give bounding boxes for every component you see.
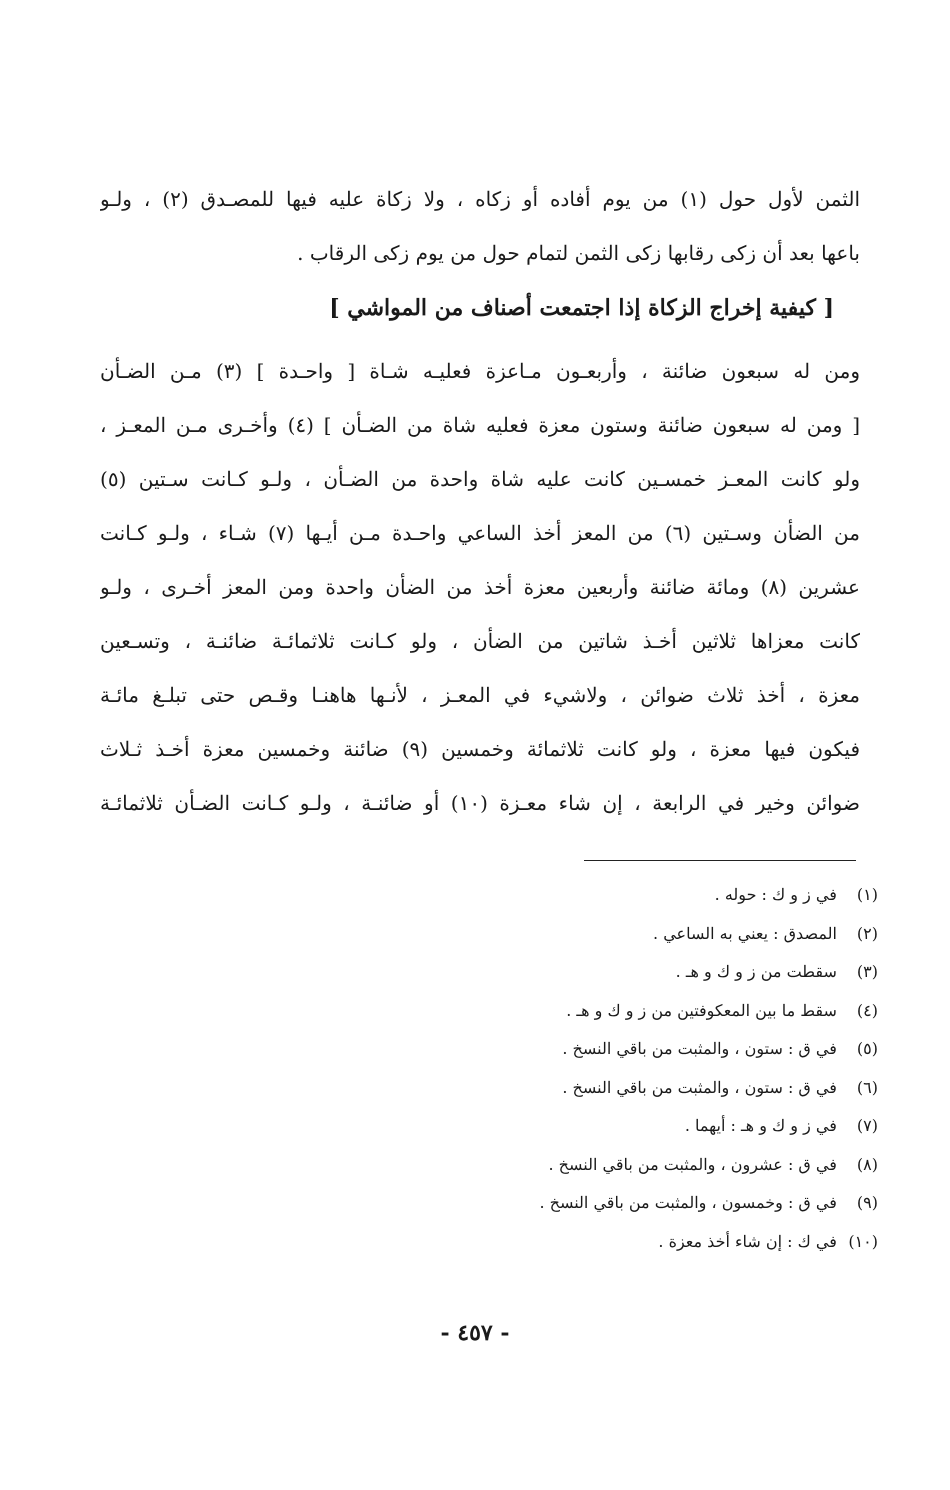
section-heading: [ كيفية إخراج الزكاة إذا اجتمعت أصناف من المواشي ] bbox=[329, 295, 834, 321]
footnote-number: (٨) bbox=[856, 1154, 878, 1174]
footnote-divider bbox=[584, 860, 856, 861]
body-line: عشرين (٨) ومائة ضائنة وأربعين معزة أخذ من الضأن واحدة ومن المعز أخـرى ، ولـو bbox=[100, 575, 860, 599]
body-line: فيكون فيها معزة ، ولو كانت ثلاثمائة وخمسين (٩) ضائنة وخمسين معزة أخـذ ثـلاث bbox=[100, 737, 860, 761]
footnote-text: سقطت من ز و ك و هـ . bbox=[675, 962, 837, 981]
body-line: من الضأن وسـتين (٦) من المعز أخذ الساعي واحـدة مـن أيـها (٧) شـاء ، ولـو كـانت bbox=[100, 521, 860, 545]
main-text-block bbox=[100, 172, 860, 830]
footnote-number: (٧) bbox=[856, 1116, 878, 1135]
body-line: كانت معزاها ثلاثين أخـذ شاتين من الضأن ، ولو كـانت ثلاثمائـة ضائنـة ، وتسـعين bbox=[100, 629, 860, 653]
footnote-number: (٣) bbox=[856, 962, 878, 981]
footnote bbox=[318, 1030, 878, 1069]
footnote-number: (١) bbox=[856, 885, 878, 904]
footnote bbox=[318, 915, 878, 954]
body-line: [ ومن له سبعون ضائنة وستون معزة فعليه شاة من الضـأن ] (٤) وأخـرى مـن المعـز ، bbox=[100, 413, 860, 437]
body-line: ولو كانت المعـز خمسـين كانت عليه شاة واحدة من الضـأن ، ولـو كـانت سـتين (٥) bbox=[100, 467, 860, 491]
footnote-number: (٦) bbox=[856, 1077, 878, 1097]
body-line: باعها بعد أن زكى رقابها زكى الثمن لتمام حول من يوم زكى الرقاب . bbox=[297, 241, 860, 265]
footnote-text: المصدق : يعني به الساعي . bbox=[653, 923, 837, 943]
footnote bbox=[318, 876, 878, 915]
footnote-text: في ق : ستون ، والمثبت من باقي النسخ . bbox=[562, 1039, 837, 1058]
footnote-number: (٥) bbox=[856, 1039, 878, 1058]
footnote-text: في ز و ك : حوله . bbox=[714, 885, 837, 904]
footnote-text: في ك : إن شاء أخذ معزة . bbox=[658, 1231, 837, 1251]
body-line: ومن له سبعون ضائنة ، وأربعـون مـاعزة فعليـه شـاة [ واحـدة ] (٣) مـن الضـأن bbox=[100, 359, 860, 383]
footnote-text: في ق : وخمسون ، والمثبت من باقي النسخ . bbox=[539, 1193, 837, 1212]
footnote-text: في ز و ك و هـ : أيهما . bbox=[684, 1116, 837, 1135]
footnote bbox=[318, 992, 878, 1031]
footnote bbox=[318, 1184, 878, 1223]
body-line: الثمن لأول حول (١) من يوم أفاده أو زكاه ، ولا زكاة عليه فيها للمصـدق (٢) ، ولـو bbox=[100, 187, 860, 211]
footnote bbox=[318, 1146, 878, 1185]
footnote-text: في ق : عشرون ، والمثبت من باقي النسخ . bbox=[548, 1154, 837, 1174]
footnote bbox=[318, 1069, 878, 1108]
body-line: معزة ، أخذ ثلاث ضوائن ، ولاشيء في المعـز ، لأنـها هاهنـا وقـص حتى تبلـغ مائـة bbox=[100, 683, 860, 707]
footnote bbox=[318, 953, 878, 992]
footnotes-list bbox=[318, 876, 878, 1261]
footnote-text: سقط ما بين المعكوفتين من ز و ك و هـ . bbox=[566, 1000, 837, 1020]
footnote-number: (١٠) bbox=[848, 1231, 878, 1251]
body-line: ضوائن وخير في الرابعة ، إن شاء معـزة (١٠) أو ضائنـة ، ولـو كـانت الضـأن ثلاثمائـة bbox=[100, 791, 860, 815]
footnote-number: (٢) bbox=[856, 923, 878, 943]
footnote-number: (٤) bbox=[856, 1000, 878, 1020]
page-number: - ٤٥٧ - bbox=[440, 1320, 510, 1346]
footnote bbox=[318, 1223, 878, 1262]
footnote bbox=[318, 1107, 878, 1146]
footnote-number: (٩) bbox=[856, 1193, 878, 1212]
footnote-text: في ق : ستون ، والمثبت من باقي النسخ . bbox=[562, 1077, 837, 1097]
